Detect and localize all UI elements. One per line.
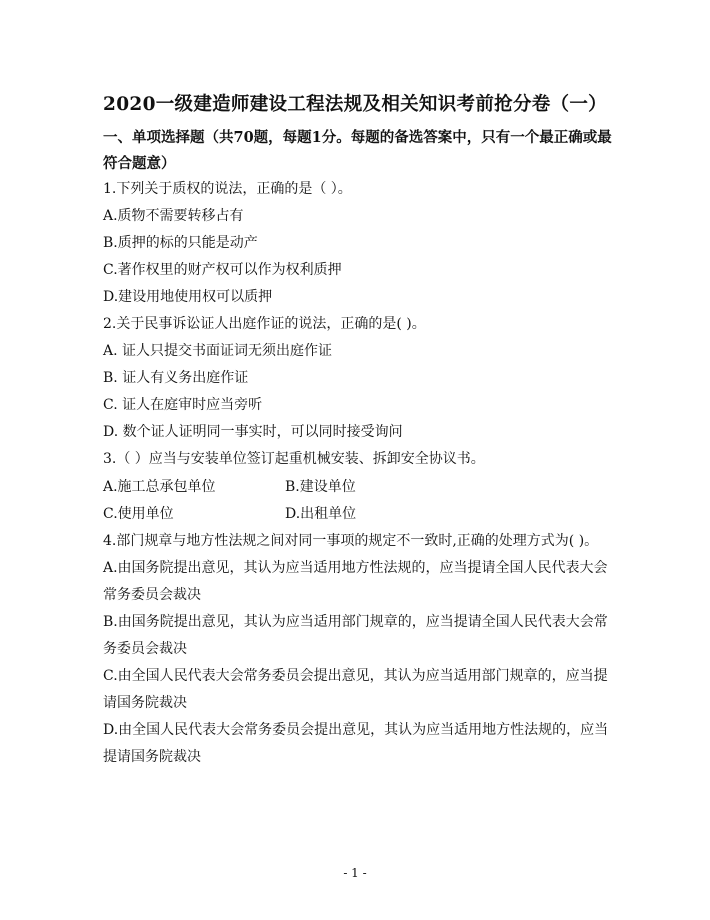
q4-option-b-line1: B.由国务院提出意见，其认为应当适用部门规章的，应当提请全国人民代表大会常	[103, 614, 608, 630]
section-heading-line2: 符合题意）	[103, 155, 176, 172]
q2-stem: 2.关于民事诉讼证人出庭作证的说法，正确的是( )。	[103, 316, 426, 332]
q2-option-b: B. 证人有义务出庭作证	[103, 370, 249, 386]
q3-option-d: D.出租单位	[285, 506, 357, 522]
page-title: 2020一级建造师建设工程法规及相关知识考前抢分卷（一）	[103, 94, 607, 115]
q1-option-c: C.著作权里的财产权可以作为权利质押	[103, 262, 342, 278]
q1-option-b: B.质押的标的只能是动产	[103, 235, 258, 251]
q1-stem: 1.下列关于质权的说法，正确的是（ ）。	[103, 181, 352, 197]
q4-option-b-line2: 务委员会裁决	[103, 641, 187, 657]
q4-option-d-line1: D.由全国人民代表大会常务委员会提出意见，其认为应当适用地方性法规的，应当	[103, 722, 609, 738]
q2-option-c: C. 证人在庭审时应当旁听	[103, 397, 263, 413]
section-heading-line1: 一、单项选择题（共70题，每题1分。每题的备选答案中，只有一个最正确或最	[103, 129, 612, 146]
q4-option-c-line1: C.由全国人民代表大会常务委员会提出意见，其认为应当适用部门规章的，应当提	[103, 668, 608, 684]
q2-option-d: D. 数个证人证明同一事实时，可以同时接受询问	[103, 424, 403, 440]
q3-stem: 3.（ ）应当与安装单位签订起重机械安装、拆卸安全协议书。	[103, 451, 485, 467]
q4-stem: 4.部门规章与地方性法规之间对同一事项的规定不一致时,正确的处理方式为( )。	[103, 533, 599, 549]
q4-option-c-line2: 请国务院裁决	[103, 695, 187, 711]
q3-option-a: A.施工总承包单位	[103, 479, 216, 495]
q4-option-d-line2: 提请国务院裁决	[103, 749, 201, 765]
q1-option-d: D.建设用地使用权可以质押	[103, 289, 273, 305]
q1-option-a: A.质物不需要转移占有	[103, 208, 244, 224]
section-heading	[103, 125, 613, 177]
q4-option-a-line1: A.由国务院提出意见，其认为应当适用地方性法规的，应当提请全国人民代表大会	[103, 560, 608, 576]
q3-option-b: B.建设单位	[285, 479, 356, 495]
page-number: - 1 -	[343, 866, 367, 880]
q3-option-c: C.使用单位	[103, 506, 174, 522]
q4-option-a-line2: 常务委员会裁决	[103, 587, 201, 603]
q2-option-a: A. 证人只提交书面证词无须出庭作证	[103, 343, 333, 359]
